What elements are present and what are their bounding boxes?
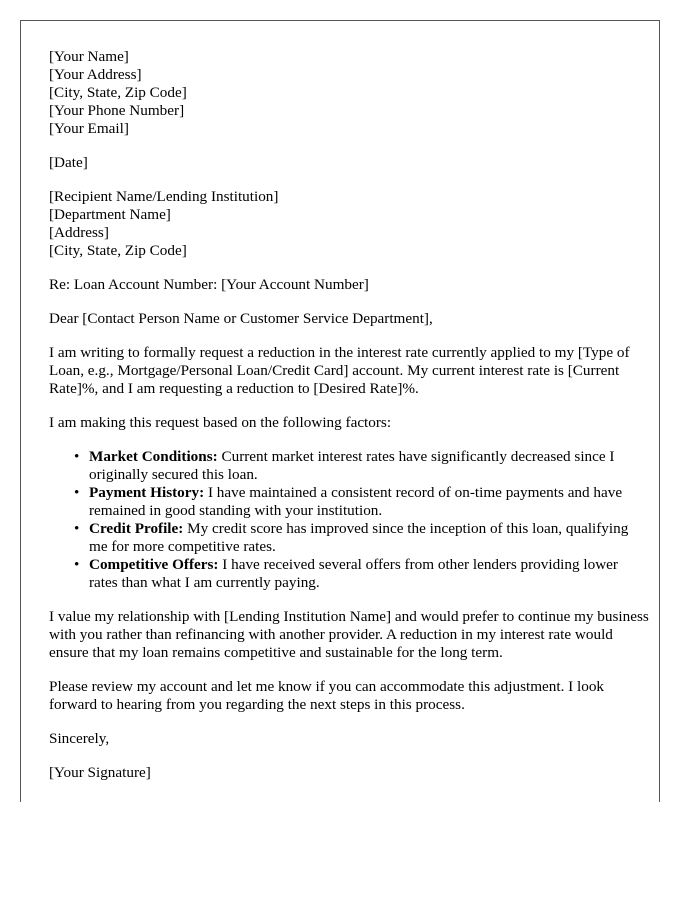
recipient-department: [Department Name] <box>49 206 171 223</box>
sender-name: [Your Name] <box>49 48 129 65</box>
list-item <box>74 556 649 592</box>
sender-phone: [Your Phone Number] <box>49 102 185 119</box>
bullet-icon: • <box>74 556 80 573</box>
bullet-icon: • <box>74 520 80 537</box>
recipient-address: [Address] <box>49 224 109 241</box>
intro-paragraph: I am writing to formally request a reduction in the interest rate currently applied to my [Type of Loan, e.g., Mortgage/Personal Loan/Credit Card] account. My current interest rate is [Current Rate]%, and I am requesting a reduction to [Desired Rate]%. <box>49 344 630 397</box>
bullet-icon: • <box>74 448 80 465</box>
list-item <box>74 484 649 520</box>
factor-title: Competitive Offers: <box>89 556 219 573</box>
factors-list <box>49 448 649 592</box>
recipient-block <box>49 188 649 260</box>
letter <box>49 48 649 798</box>
relationship-paragraph: I value my relationship with [Lending Institution Name] and would prefer to continue my business with you rather than refinancing with another provider. A reduction in my interest rate would ensure that my loan remains competitive and sustainable for the long term. <box>49 608 649 661</box>
recipient-city-state-zip: [City, State, Zip Code] <box>49 242 187 259</box>
list-item <box>74 448 649 484</box>
factor-text: My credit score has improved since the inception of this loan, qualifying me for more competitive rates. <box>89 520 629 555</box>
factor-title: Market Conditions: <box>89 448 218 465</box>
date-block <box>49 154 649 172</box>
salutation: Dear [Contact Person Name or Customer Service Department], <box>49 310 433 327</box>
list-item <box>74 520 649 556</box>
closing-request-paragraph: Please review my account and let me know if you can accommodate this adjustment. I look forward to hearing from you regarding the next steps in this process. <box>49 678 605 713</box>
sender-city-state-zip: [City, State, Zip Code] <box>49 84 187 101</box>
closing: Sincerely, <box>49 730 110 747</box>
factor-title: Credit Profile: <box>89 520 184 537</box>
letter-date: [Date] <box>49 154 88 171</box>
sender-block <box>49 48 649 138</box>
factor-text: I have received several offers from other lenders providing lower rates than what I am currently paying. <box>89 556 618 591</box>
sender-email: [Your Email] <box>49 120 129 137</box>
factor-text: Current market interest rates have significantly decreased since I originally secured this loan. <box>89 448 615 483</box>
bullet-icon: • <box>74 484 80 501</box>
subject-line: Re: Loan Account Number: [Your Account Number] <box>49 276 369 293</box>
recipient-name: [Recipient Name/Lending Institution] <box>49 188 279 205</box>
factor-title: Payment History: <box>89 484 205 501</box>
signature: [Your Signature] <box>49 764 151 781</box>
factor-text: I have maintained a consistent record of on-time payments and have remained in good standing with your institution. <box>89 484 623 519</box>
sender-address: [Your Address] <box>49 66 142 83</box>
factors-intro: I am making this request based on the following factors: <box>49 414 392 431</box>
